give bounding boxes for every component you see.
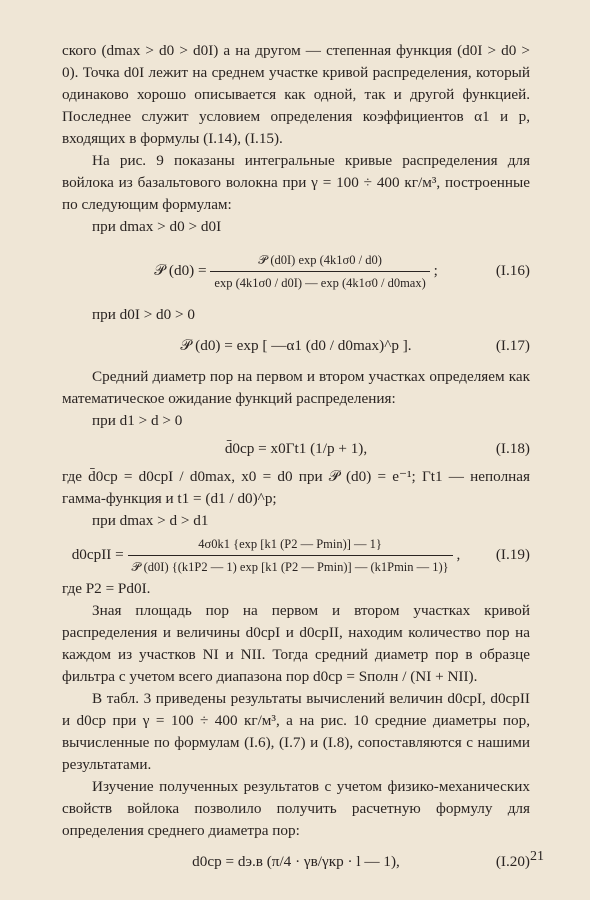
paragraph-mean-diameter: Средний диаметр пор на первом и втором участках определяем как математическое ожидание функций распределения:: [62, 368, 530, 407]
equation-I18: [62, 432, 530, 466]
equation-I19-denominator: 𝒫 (d0I) {(k1P2 — 1) exp [k1 (P2 — Pmin)] — (k1Pmin — 1)}: [128, 555, 453, 578]
equation-I16-label: (I.16): [495, 262, 530, 279]
equation-I16-tail: ;: [433, 261, 438, 279]
where-clause-2: где P2 = Pd0I.: [62, 580, 151, 597]
paragraph-table3: В табл. 3 приведены результаты вычислений величин d0срI, d0срII и d0ср при γ = 100 ÷ 400 кг/м³, а на рис. 10 средние диаметры пор, вычисленные по формулам (I.6), (I.7) и (I.8), сопоставляются с нашими результатами.: [62, 690, 530, 773]
paragraph-formula: Изучение полученных результатов с учетом физико-механических свойств войлока позволило получить расчетную формулу для определения среднего диаметра пор:: [62, 778, 530, 839]
equation-I18-body: d̄0ср = x0Γt1 (1/p + 1),: [224, 440, 368, 457]
equation-I19: [62, 532, 530, 578]
condition-3: при d1 > d > 0: [92, 412, 183, 429]
equation-I16-numerator: 𝒫 (d0I) exp (4k1σ0 / d0): [258, 252, 382, 267]
equation-I19-numerator: 4σ0k1 {exp [k1 (P2 — Pmin)] — 1}: [198, 536, 382, 551]
equation-I16-lhs: 𝒫 (d0) =: [154, 261, 207, 279]
equation-I17: [62, 326, 530, 366]
equation-I19-tail: ,: [456, 545, 461, 563]
equation-I17-label: (I.17): [495, 337, 530, 354]
equation-I19-fraction: [128, 533, 453, 578]
equation-I16-body: [122, 249, 470, 294]
equation-I19-label: (I.19): [495, 546, 530, 563]
equation-I16-fraction: [210, 249, 429, 294]
paragraph-pore-count: Зная площадь пор на первом и втором участках кривой распределения и величины d0срI и d0срII, находим количество пор на каждом из участков NI и NII. Тогда средний диаметр пор в образце фильтра с учетом всего диапазона пор d0ср = Sполн / (NI + NII).: [62, 602, 530, 685]
equation-I20: [62, 842, 530, 882]
equation-I17-body: 𝒫 (d0) = exp [ —α1 (d0 / d0max)^p ].: [180, 337, 412, 354]
equation-I16-denominator: exp (4k1σ0 / d0I) — exp (4k1σ0 / d0max): [210, 271, 429, 294]
equation-I20-label: (I.20): [495, 853, 530, 870]
condition-4: при dmax > d > d1: [92, 512, 209, 529]
page-number: 21: [530, 849, 544, 864]
equation-I16: [62, 238, 530, 304]
condition-2: при d0I > d0 > 0: [92, 306, 195, 323]
condition-1: при dmax > d0 > d0I: [92, 218, 222, 235]
equation-I20-body: d0ср = dэ.в (π/4 · γв/γкр · l — 1),: [192, 853, 400, 870]
paragraph-fig9: На рис. 9 показаны интегральные кривые распределения для войлока из базальтового волокна при γ = 100 ÷ 400 кг/м³, построенные по следующим формулам:: [62, 152, 530, 213]
equation-I19-lhs: d0срII =: [71, 545, 124, 563]
where-clause-1: где d̄0ср = d0срI / d0max, x0 = d0 при 𝒫 (d0) = e⁻¹; Γt1 — неполная гамма-функция и t1 = (d1 / d0)^p;: [62, 468, 530, 507]
equation-I19-body: [62, 533, 470, 578]
paragraph-continuation: ского (dmax > d0 > d0I) а на другом — степенная функция (d0I > d0 > 0). Точка d0I лежит на среднем участке кривой распределения, который одинаково хорошо описывается как одной, так и другой функцией. Последнее служит условием определения коэффициентов α1 и p, входящих в формулы (I.14), (I.15).: [62, 42, 530, 147]
equation-I18-label: (I.18): [495, 440, 530, 457]
